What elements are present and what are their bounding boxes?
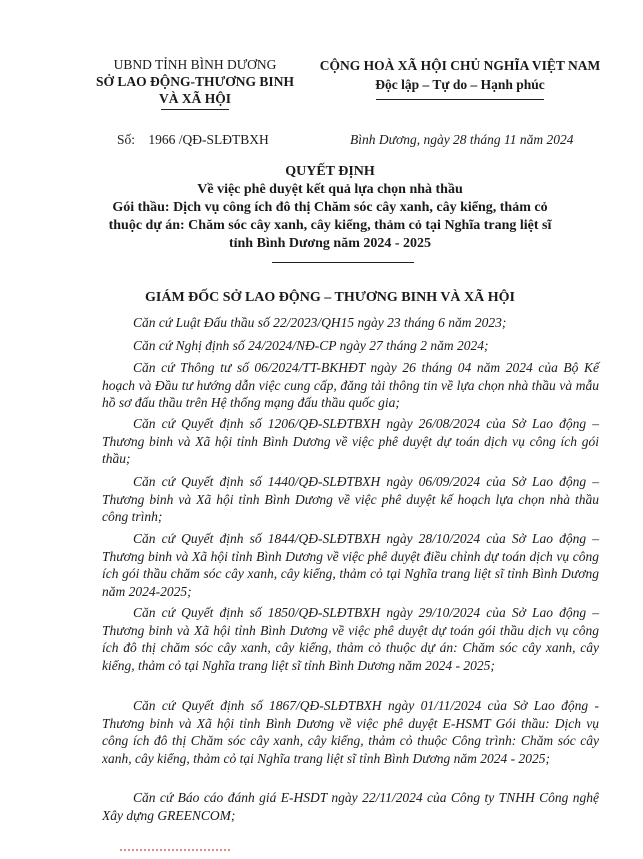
stamp-edge-mark: [120, 849, 230, 859]
title-underline: [272, 262, 414, 263]
legal-basis-5: Căn cứ Quyết định số 1440/QĐ-SLĐTBXH ngày 06/09/2024 của Sở Lao động – Thương binh và Xã hội tỉnh Bình Dương về việc phê duyệt kế hoạch lựa chọn nhà thầu công trình;: [102, 474, 599, 525]
legal-basis-8: Căn cứ Quyết định số 1867/QĐ-SLĐTBXH ngày 01/11/2024 của Sở Lao động - Thương binh và Xã hội tỉnh Bình Dương về việc phê duyệt E-HSMT Gói thầu: Dịch vụ công ích đô thị Chăm sóc cây xanh, cây kiểng, thảm cỏ thuộc Công trình: Chăm sóc cây xanh, cây kiểng, thảm cỏ tại Nghĩa trang liệt sĩ tỉnh Bình Dương năm 2024 - 2025;: [102, 698, 599, 766]
agency-line-2: SỞ LAO ĐỘNG-THƯƠNG BINH: [96, 74, 294, 89]
title-line-5: tỉnh Bình Dương năm 2024 - 2025: [228, 236, 432, 251]
agency-header: [75, 56, 315, 107]
issuer-heading: GIÁM ĐỐC SỞ LAO ĐỘNG – THƯƠNG BINH VÀ XÃ HỘI: [145, 290, 515, 305]
title-line-1: QUYẾT ĐỊNH: [285, 164, 375, 179]
agency-line-3: VÀ XÃ HỘI: [158, 91, 231, 106]
national-title: CỘNG HOÀ XÃ HỘI CHỦ NGHĨA VIỆT NAM: [319, 58, 601, 73]
agency-underline: [161, 109, 229, 110]
number-label: Số:: [117, 132, 136, 147]
legal-basis-6: Căn cứ Quyết định số 1844/QĐ-SLĐTBXH ngày 28/10/2024 của Sở Lao động – Thương binh và Xã hội tỉnh Bình Dương về việc phê duyệt điều chỉnh dự toán dịch vụ công ích gói thầu chăm sóc cây xanh, cây kiểng, thảm cỏ tại Nghĩa trang liệt sĩ tỉnh Bình Dương năm 2024-2025;: [102, 531, 599, 599]
agency-line-1: UBND TỈNH BÌNH DƯƠNG: [113, 57, 277, 72]
legal-basis-7: Căn cứ Quyết định số 1850/QĐ-SLĐTBXH ngày 29/10/2024 của Sở Lao động – Thương binh và Xã hội tỉnh Bình Dương về việc phê duyệt dự toán gói thầu dịch vụ công ích đô thị chăm sóc cây xanh, cây kiểng, thảm cỏ thuộc dự án: Chăm sóc cây xanh, cây kiểng, thảm cỏ tại Nghĩa trang liệt sĩ tỉnh Bình Dương năm 2024 - 2025;: [102, 605, 599, 673]
number-value: 1966 /QĐ-SLĐTBXH: [148, 132, 269, 147]
legal-basis-9: Căn cứ Báo cáo đánh giá E-HSDT ngày 22/11/2024 của Công ty TNHH Công nghệ Xây dựng GREENCOM;: [102, 790, 599, 823]
document-number: [117, 131, 269, 148]
title-line-3: Gói thầu: Dịch vụ công ích đô thị Chăm sóc cây xanh, cây kiểng, thảm cỏ: [112, 200, 548, 215]
decision-title: [70, 163, 590, 253]
place-date: Bình Dương, ngày 28 tháng 11 năm 2024: [350, 132, 574, 147]
title-line-2: Về việc phê duyệt kết quả lựa chọn nhà thầu: [197, 182, 463, 197]
title-line-4: thuộc dự án: Chăm sóc cây xanh, cây kiểng, thảm cỏ tại Nghĩa trang liệt sĩ: [108, 218, 552, 233]
legal-basis-4: Căn cứ Quyết định số 1206/QĐ-SLĐTBXH ngày 26/08/2024 của Sở Lao động – Thương binh và Xã hội tỉnh Bình Dương về việc phê duyệt dự toán dịch vụ công ích gói thầu;: [102, 416, 599, 467]
motto-underline: [376, 99, 544, 100]
legal-basis-1: Căn cứ Luật Đấu thầu số 22/2023/QH15 ngày 23 tháng 6 năm 2023;: [133, 315, 507, 330]
national-motto: Độc lập – Tự do – Hạnh phúc: [375, 77, 545, 92]
national-header: [310, 56, 610, 94]
legal-basis-3: Căn cứ Thông tư số 06/2024/TT-BKHĐT ngày 26 tháng 04 năm 2024 của Bộ Kế hoạch và Đầu tư hướng dẫn việc cung cấp, đăng tải thông tin về lựa chọn nhà thầu và mẫu hồ sơ đấu thầu trên Hệ thống mạng đấu thầu quốc gia;: [102, 360, 599, 411]
legal-basis-2: Căn cứ Nghị định số 24/2024/NĐ-CP ngày 27 tháng 2 năm 2024;: [133, 338, 489, 353]
